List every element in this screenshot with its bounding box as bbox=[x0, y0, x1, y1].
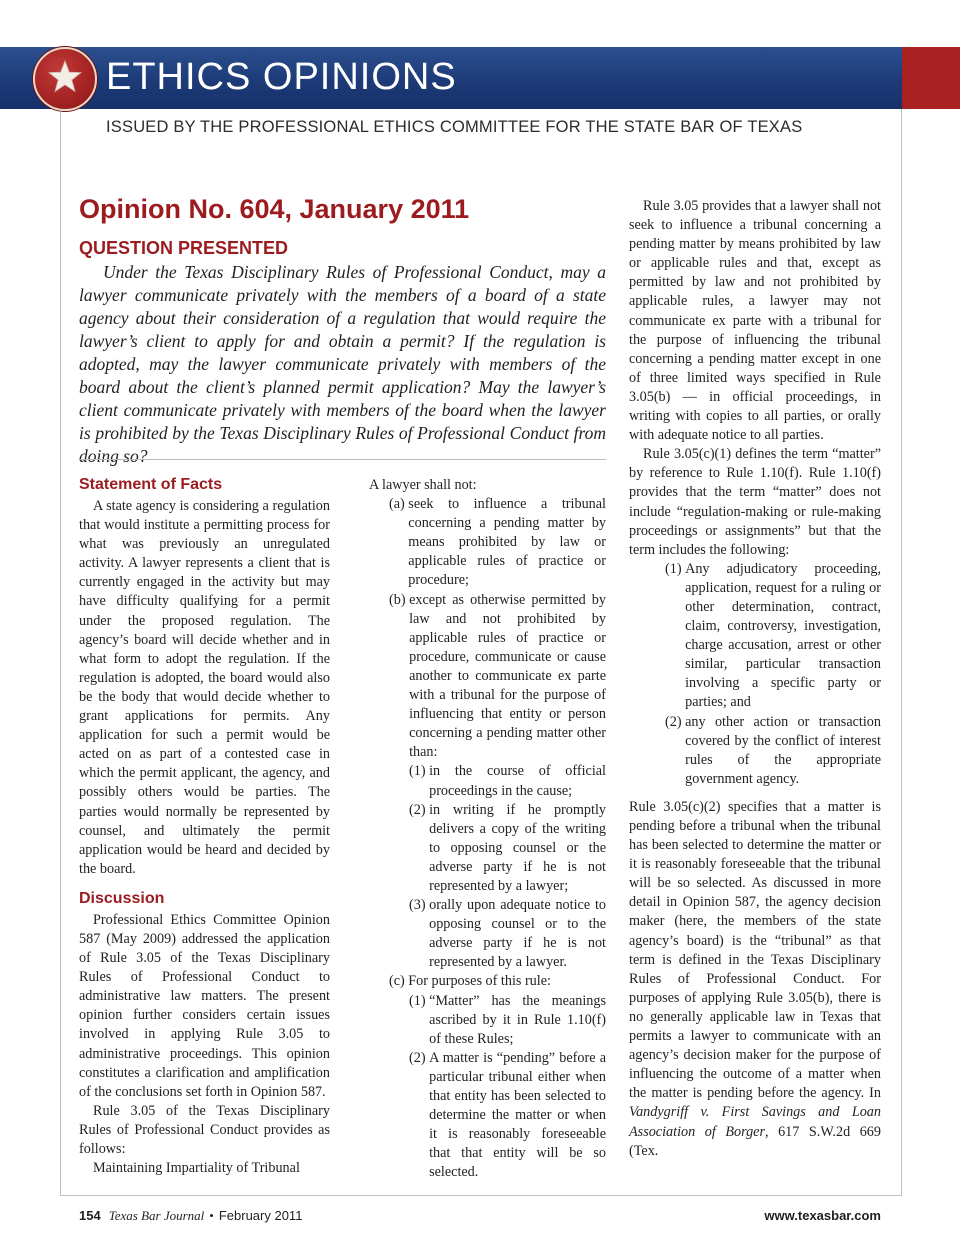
list-text: “Matter” has the meanings ascribed by it in Rule 1.10(f) of these Rules; bbox=[429, 992, 606, 1047]
spacer bbox=[79, 879, 330, 889]
list-marker: (3) bbox=[409, 897, 426, 914]
paragraph-text: Rule 3.05(c)(2) specifies that a matter is pending before a tribunal when the tribunal has been selected to determine the matter or it is reasonably foreseeable that the tribunal will be so selected. As discussed in more detail in Opinion 587, the agency decision maker (here, the members of the state agency’s board) is the “tribunal” as that term is defined in the Texas Disciplinary Rules of Professional Conduct. For purposes of applying Rule 3.05(b), there is no generally applicable law in Texas that permits a lawyer to communicate with an agency’s decision maker for the purpose of influencing the outcome of a matter when the matter is pending before the agency. In bbox=[629, 798, 881, 1102]
list-marker: (2) bbox=[665, 713, 682, 730]
list-marker: (a) bbox=[389, 496, 405, 513]
citation-reporter: , 617 S.W.2d 669 (Tex. bbox=[629, 1123, 881, 1159]
list-text: in the course of official proceedings in the cause; bbox=[429, 763, 606, 799]
footer-left bbox=[79, 1208, 302, 1224]
list-marker: (2) bbox=[409, 1049, 426, 1066]
case-citation: Vandygriff v. First Savings and Loan Association of Borger bbox=[629, 1104, 881, 1140]
facts-heading: Statement of Facts bbox=[79, 476, 223, 493]
rule-item-b3 bbox=[369, 896, 606, 972]
list-marker: (1) bbox=[665, 560, 682, 577]
rule-item-c1 bbox=[369, 992, 606, 1049]
star-seal-icon bbox=[33, 47, 97, 111]
question-text: Under the Texas Disciplinary Rules of Professional Conduct, may a lawyer communicate privately with the members of a board of a state agency about their consideration of a regulation that would require the lawyer’s client to apply for and obtain a permit? If the regulation is adopted, may the lawyer communicate privately with members of the board about the client’s planned permit application? May the lawyer’s client communicate privately with members of the board when the lawyer is prohibited by the Texas Disciplinary Rules of Professional Conduct from doing so? bbox=[79, 262, 606, 466]
facts-paragraph: A state agency is considering a regulation that would institute a permitting process for what was previously an unregulated activity. A lawyer represents a client that is currently engaged in the activity but may have difficulty qualifying for a permit under the proposed regulation. The agency’s board will decide whether and in what form to adopt the regulation. If the regulation is adopted, the board would also be the body that would decide whether to grant applications for permits. Any application for such a permit would be acted on as part of a contested case in which the permit applicant, the agency, and possibly others would be parties. The parties would normally be represented by counsel, and ultimately the permit application would be heard and decided by the board. bbox=[79, 498, 330, 877]
list-text: orally upon adequate notice to opposing counsel or to the adverse party if he is not represented by a lawyer. bbox=[429, 897, 606, 971]
star-icon bbox=[47, 59, 83, 95]
discussion-heading: Discussion bbox=[79, 889, 165, 907]
list-text: except as otherwise permitted by law and not prohibited by applicable rules of practice or procedure, communicate or cause another to communicate ex parte with a tribunal for the purpose of influencing that entity or person concerning a pending matter other than: bbox=[409, 591, 606, 761]
list-text: any other action or transaction covered by the conflict of interest rules of the appropriate government agency. bbox=[685, 713, 881, 787]
list-marker: (1) bbox=[409, 763, 426, 780]
section-divider bbox=[79, 459, 606, 460]
rule-item-a bbox=[369, 495, 606, 590]
rule-item-b bbox=[369, 591, 606, 763]
list-text: in writing if he promptly delivers a copy of the writing to opposing counsel or the adverse party if he is not represented by a lawyer; bbox=[429, 801, 606, 894]
matter-item-1 bbox=[629, 560, 881, 713]
list-marker: (c) bbox=[389, 973, 405, 990]
column-left bbox=[79, 475, 330, 1178]
footer-bullet: • bbox=[209, 1208, 214, 1223]
list-text: For purposes of this rule: bbox=[408, 973, 551, 990]
analysis-paragraph-1: Rule 3.05 provides that a lawyer shall not seek to influence a tribunal concerning a pending matter by means prohibited by law or applicable rules and that, except as permitted by law and not prohibited by applicable rules, a lawyer may not communicate ex parte with a tribunal for the purpose of influencing the tribunal concerning a pending matter except in one of three limited ways specified in Rule 3.05(b) — in official proceedings, in writing with copies to all parties, or orally with adequate notice to all parties. bbox=[629, 198, 881, 444]
list-text: A matter is “pending” before a particular tribunal either when that entity has been selected to determine the matter or when it is reasonably foreseeable that that entity will be so selected. bbox=[429, 1049, 606, 1181]
list-marker: (b) bbox=[389, 591, 406, 608]
rule-intro: A lawyer shall not: bbox=[369, 477, 477, 493]
rule-item-b1 bbox=[369, 762, 606, 800]
journal-name: Texas Bar Journal bbox=[108, 1208, 205, 1223]
analysis-paragraph-2: Rule 3.05(c)(1) defines the term “matter” by reference to Rule 1.10(f). Rule 1.10(f) provides that the term “matter” does not include “regulation-making or rule-making proceedings or assignments” but that the term includes the following: bbox=[629, 446, 881, 558]
rule-item-b2 bbox=[369, 801, 606, 896]
rule-item-c2 bbox=[369, 1049, 606, 1183]
spacer bbox=[629, 789, 881, 798]
banner-title: ETHICS OPINIONS bbox=[106, 56, 457, 98]
header-subtitle: ISSUED BY THE PROFESSIONAL ETHICS COMMITTEE FOR THE STATE BAR OF TEXAS bbox=[106, 118, 803, 136]
discussion-paragraph-1: Professional Ethics Committee Opinion 587 (May 2009) addressed the application of Rule 3.05 of the Texas Disciplinary Rules of Professional Conduct to administrative law matters. The present opinion further considers certain issues involved in applying Rule 3.05 to administrative proceedings. This opinion constitutes a clarification and amplification of the conclusions set forth in Opinion 587. bbox=[79, 911, 330, 1100]
banner-red-accent bbox=[902, 47, 960, 109]
rule-item-c bbox=[369, 972, 606, 991]
website-link[interactable]: www.texasbar.com bbox=[764, 1208, 881, 1223]
list-marker: (1) bbox=[409, 992, 426, 1009]
opinion-title: Opinion No. 604, January 2011 bbox=[79, 194, 470, 224]
discussion-paragraph-3: Maintaining Impartiality of Tribunal bbox=[93, 1160, 300, 1177]
list-text: seek to influence a tribunal concerning a pending matter by means prohibited by law or applicable rules of practice or procedure; bbox=[408, 496, 606, 589]
matter-item-2 bbox=[629, 713, 881, 789]
analysis-paragraph-3 bbox=[629, 798, 881, 1161]
list-text: Any adjudicatory proceeding, application, request for a ruling or other determination, contract, claim, controversy, investigation, charge accusation, arrest or other similar, particular transaction involving a specific party or parties; and bbox=[685, 560, 881, 711]
column-right bbox=[629, 197, 881, 1161]
issue-date: February 2011 bbox=[218, 1208, 303, 1223]
column-middle bbox=[369, 476, 606, 1182]
question-heading: QUESTION PRESENTED bbox=[79, 238, 289, 258]
list-marker: (2) bbox=[409, 801, 426, 818]
page-number: 154 bbox=[79, 1208, 101, 1223]
discussion-paragraph-2: Rule 3.05 of the Texas Disciplinary Rules of Professional Conduct provides as follows: bbox=[79, 1102, 330, 1157]
